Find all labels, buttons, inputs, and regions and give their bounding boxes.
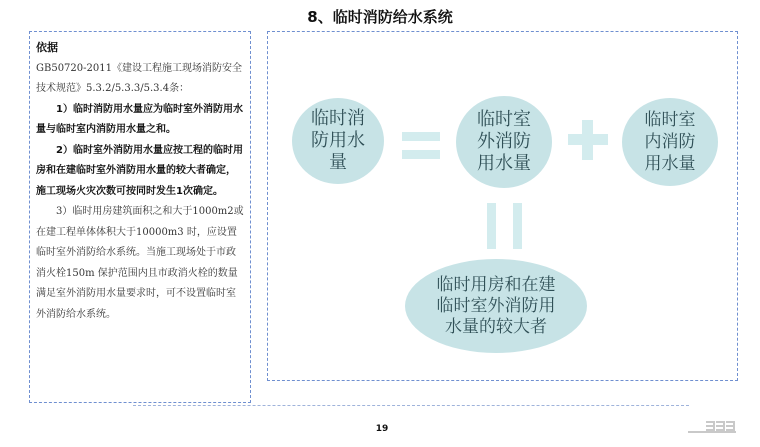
basis-heading: 依据	[36, 41, 58, 54]
page-title: 8、临时消防给水系统	[307, 8, 453, 26]
basis-paragraph-2: 1）临时消防用水量应为临时室外消防用水量与临时室内消防用水量之和。	[36, 103, 243, 135]
corner-logo-icon	[688, 418, 736, 440]
footer-divider	[133, 405, 689, 406]
vertical-equals-left-bar	[487, 203, 496, 249]
basis-panel	[29, 31, 251, 403]
indoor-water-circle	[622, 98, 718, 186]
indoor-water-label: 临时室内消防用水量	[644, 110, 696, 174]
page-number: 19	[375, 424, 389, 434]
outdoor-water-circle	[456, 96, 552, 188]
basis-paragraph-4: 3）临时用房建筑面积之和大于1000m2或在建工程单体体积大于10000m3 时，应设置临时室外消防给水系统。当施工现场处于市政消火栓150m 保护范围内且市政消火栓的数量满足室外消防用水量要求时，可不设置临时室外消防给水系统。	[36, 206, 244, 320]
larger-value-label: 临时用房和在建临时室外消防用水量的较大者	[436, 274, 556, 337]
larger-value-ellipse	[405, 259, 587, 353]
outdoor-water-label: 临时室外消防用水量	[477, 109, 531, 174]
basis-paragraph-1: GB50720-2011《建设工程施工现场消防安全技术规范》5.3.2/5.3.3/5.3.4条：	[36, 62, 242, 94]
equals-sign-top-bar	[402, 132, 440, 141]
total-water-label: 临时消防用水量	[311, 108, 365, 173]
basis-paragraph-3: 2）临时室外消防用水量应按工程的临时用房和在建临时室外消防用水量的较大者确定，施工现场火灾次数可按同时发生1次确定。	[36, 144, 243, 197]
vertical-equals-right-bar	[513, 203, 522, 249]
total-water-circle	[292, 98, 384, 184]
equals-sign-bottom-bar	[402, 150, 440, 159]
plus-sign-vertical	[582, 120, 593, 160]
